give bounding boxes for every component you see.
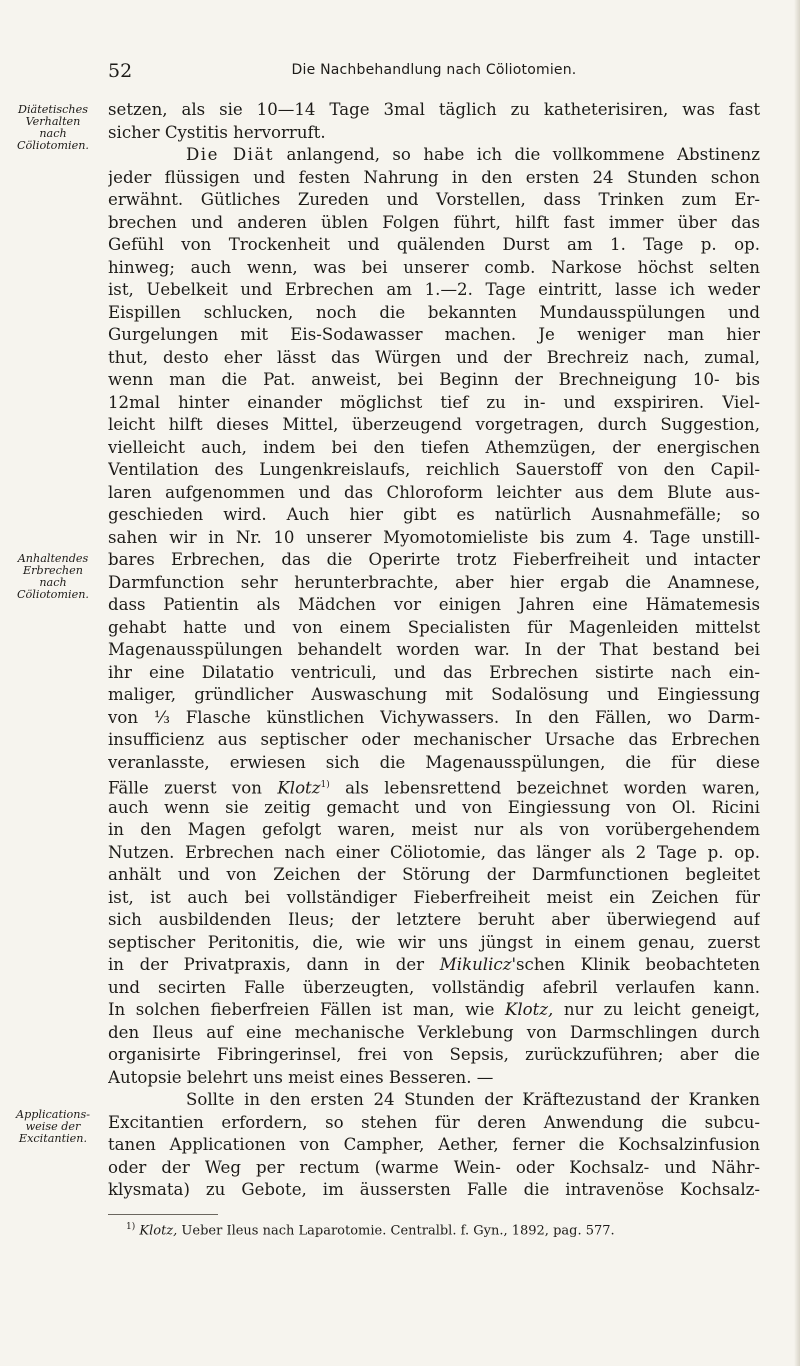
text-line: septischer Peritonitis, die, wie wir uns jüngst in einem genau, zuerst [108, 932, 760, 952]
text-line: oder der Weg per rectum (warme Wein- oder Kochsalz- und Nähr- [108, 1157, 760, 1177]
text-span: in der Privatpraxis, dann in der [108, 955, 440, 974]
text-line: Magenausspülungen behandelt worden war. In der That bestand bei [108, 640, 760, 659]
page-header [108, 60, 760, 88]
text-span: Fälle zuerst von [108, 778, 278, 797]
margin-note-line: nach [39, 576, 67, 589]
margin-note-diet [6, 104, 100, 152]
text-line: Autopsie belehrt uns meist eines Besseren. — [108, 1067, 494, 1087]
text-line: leicht hilft dieses Mittel, überzeugend vorgetragen, durch Suggestion, [108, 415, 760, 434]
margin-note-line: Diätetisches [18, 103, 88, 116]
footnote-text: Ueber Ileus nach Laparotomie. Centralbl. f. Gyn., 1892, pag. 577. [177, 1223, 615, 1239]
text-line: klysmata) zu Gebote, im äussersten Falle die intravenöse Kochsalz- [108, 1180, 760, 1199]
text-line: sich ausbildenden Ileus; der letztere beruht aber überwiegend auf [108, 910, 760, 929]
margin-note-line: Applications- [15, 1108, 91, 1121]
text-line: ist, Uebelkeit und Erbrechen am 1.—2. Tage eintritt, lasse ich weder [108, 280, 760, 299]
text-line: organisirte Fibringerinsel, frei von Sepsis, zurückzuführen; aber die [108, 1045, 760, 1064]
text-line: Darmfunction sehr herunterbrachte, aber hier ergab die Anamnese, [108, 572, 760, 592]
margin-note-line: nach [39, 127, 67, 140]
margin-note-vomiting [6, 553, 100, 601]
page-number: 52 [108, 60, 133, 82]
text-line: Sollte in den ersten 24 Stunden der Kräftezustand der Kranken [186, 1090, 760, 1109]
text-line: und secirten Falle überzeugten, vollständig afebril verlaufen kann. [108, 977, 760, 997]
author-name: Klotz, [504, 1000, 554, 1019]
text-line: maliger, gründlicher Auswaschung mit Sodalösung und Eingiessung [108, 685, 760, 704]
text-span: nur zu leicht geneigt, [553, 1000, 760, 1019]
text-line: setzen, als sie 10—14 Tage 3mal täglich zu katheterisiren, was fast [108, 100, 760, 119]
text-line: thut, desto eher lässt das Würgen und der Brechreiz nach, zumal, [108, 347, 760, 367]
margin-note-line: Cöliotomien. [17, 139, 89, 152]
page-edge [794, 0, 800, 1366]
margin-note-line: Verhalten [25, 115, 81, 128]
text-line: sahen wir in Nr. 10 unserer Myomotomieliste bis zum 4. Tage unstill- [108, 527, 760, 547]
text-line [108, 954, 760, 977]
text-line: jeder flüssigen und festen Nahrung in den ersten 24 Stunden schon [108, 167, 760, 187]
text-line: tanen Applicationen von Campher, Aether, ferner die Kochsalzinfusion [108, 1135, 760, 1154]
text-span: als lebensrettend bezeichnet worden waren, [329, 778, 760, 797]
text-line [108, 144, 760, 167]
text-line: laren aufgenommen und das Chloroform leichter aus dem Blute aus- [108, 482, 760, 502]
margin-note-line: Anhaltendes [17, 552, 89, 565]
margin-note-excitants [6, 1109, 100, 1145]
section-lead: Die Diät [186, 145, 275, 164]
text-line: veranlasste, erwiesen sich die Magenausspülungen, die für diese [108, 752, 760, 772]
text-line: geschieden wird. Auch hier gibt es natürlich Ausnahmefälle; so [108, 505, 760, 524]
text-line: hinweg; auch wenn, was bei unserer comb. Narkose höchst selten [108, 257, 760, 277]
text-line [108, 774, 760, 797]
text-line: ihr eine Dilatatio ventriculi, und das Erbrechen sistirte nach ein- [108, 662, 760, 682]
margin-note-line: Cöliotomien. [17, 588, 89, 601]
footnote [126, 1218, 766, 1240]
text-line: bares Erbrechen, das die Operirte trotz Fieberfreiheit und intacter [108, 550, 760, 569]
text-line: anhält und von Zeichen der Störung der Darmfunctionen begleitet [108, 865, 760, 884]
margin-note-line: Excitantien. [18, 1132, 88, 1145]
text-line: brechen und anderen üblen Folgen führt, hilft fast immer über das [108, 212, 760, 232]
text-line: 12mal hinter einander möglichst tief zu in- und exspiriren. Viel- [108, 392, 760, 412]
text-line: erwähnt. Gütliches Zureden und Vorstellen, dass Trinken zum Er- [108, 190, 760, 209]
text-line: sicher Cystitis hervorruft. [108, 122, 326, 142]
text-line: wenn man die Pat. anweist, bei Beginn der Brechneigung 10- bis [108, 370, 760, 389]
text-line: ist, ist auch bei vollständiger Fieberfreiheit meist ein Zeichen für [108, 887, 760, 907]
margin-note-line: Erbrechen [23, 564, 83, 577]
body-text [108, 99, 760, 1202]
running-title: Die Nachbehandlung nach Cöliotomien. [291, 62, 577, 78]
text-line: vielleicht auch, indem bei den tiefen Athemzügen, der energischen [108, 437, 760, 457]
text-line: in den Magen gefolgt waren, meist nur als von vorübergehendem [108, 820, 760, 839]
text-span: In solchen fieberfreien Fällen ist man, wie [108, 1000, 505, 1019]
margin-note-line: weise der [25, 1120, 81, 1133]
text-line: Ventilation des Lungenkreislaufs, reichlich Sauerstoff von den Capil- [108, 460, 760, 479]
text-span: anlangend, so habe ich die vollkommene Abstinenz [274, 145, 760, 164]
text-line: dass Patientin als Mädchen vor einigen Jahren eine Hämatemesis [108, 595, 760, 614]
text-line: den Ileus auf eine mechanische Verklebung von Darmschlingen durch [108, 1022, 760, 1042]
author-name: Mikulicz [439, 955, 512, 974]
footnote-mark: 1) [126, 1222, 136, 1232]
footnote-rule [108, 1214, 218, 1215]
text-line: gehabt hatte und von einem Specialisten für Magenleiden mittelst [108, 617, 760, 637]
text-line: Eispillen schlucken, noch die bekannten Mundausspülungen und [108, 302, 760, 322]
text-line: von ⅓ Flasche künstlichen Vichywassers. In den Fällen, wo Darm- [108, 707, 760, 727]
author-name: Klotz [277, 778, 321, 797]
text-line: insufficienz aus septischer oder mechanischer Ursache das Erbrechen [108, 730, 760, 749]
text-line [108, 999, 760, 1022]
text-line: Gurgelungen mit Eis-Sodawasser machen. Je weniger man hier [108, 325, 760, 344]
footnote-reference: 1) [320, 780, 330, 790]
text-line: auch wenn sie zeitig gemacht und von Eingiessung von Ol. Ricini [108, 797, 760, 817]
text-line: Excitantien erfordern, so stehen für deren Anwendung die subcu- [108, 1112, 760, 1132]
text-line: Nutzen. Erbrechen nach einer Cöliotomie, das länger als 2 Tage p. op. [108, 842, 760, 862]
text-line: Gefühl von Trockenheit und quälenden Durst am 1. Tage p. op. [108, 235, 760, 254]
footnote-author: Klotz, [139, 1223, 178, 1239]
text-span: 'schen Klinik beobachteten [511, 955, 760, 974]
